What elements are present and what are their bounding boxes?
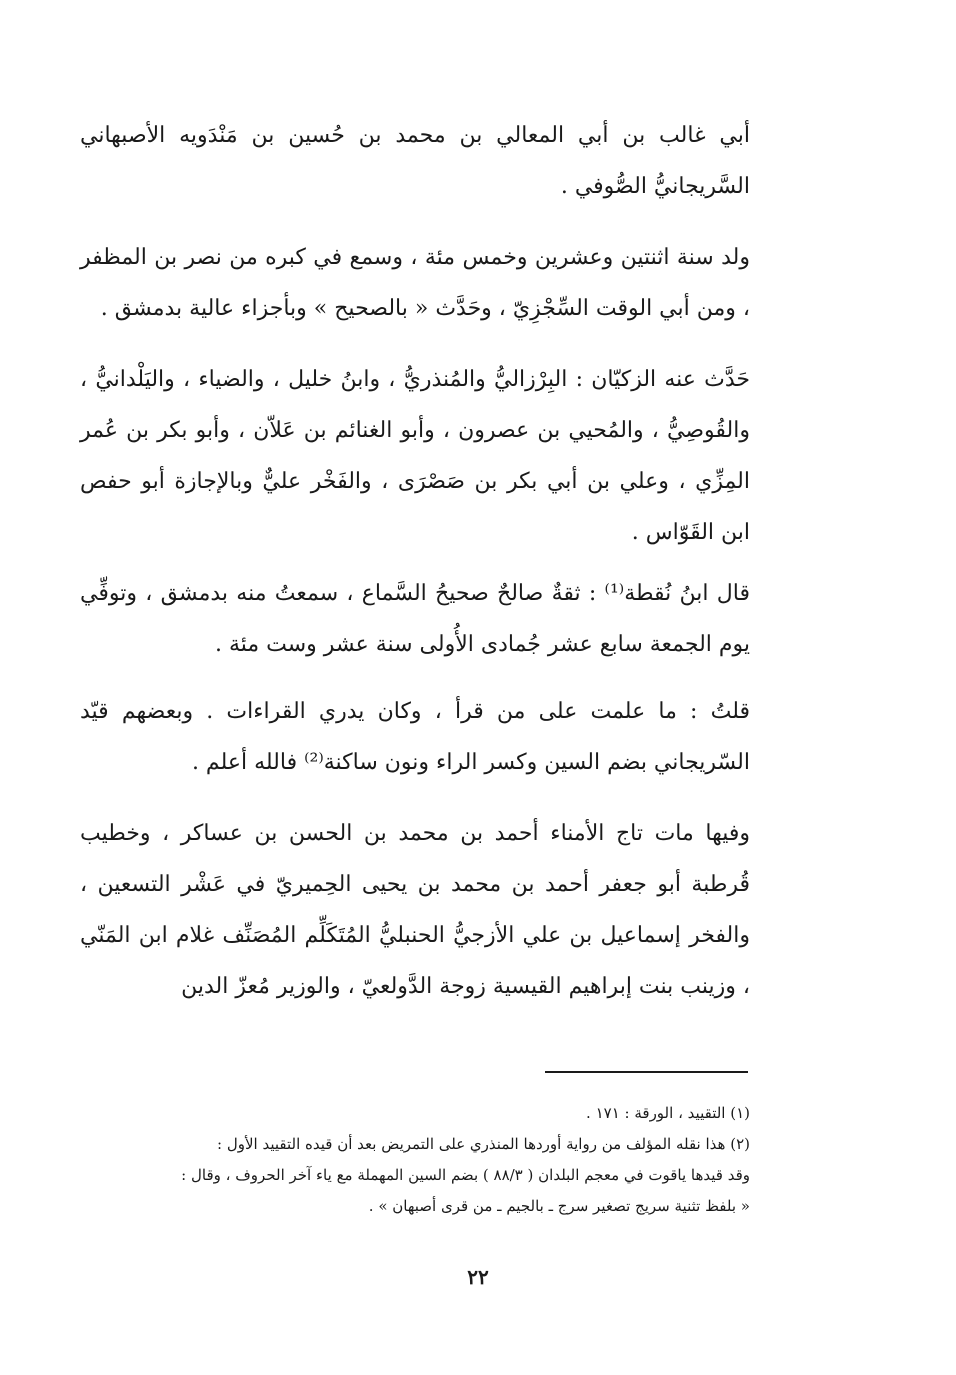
footnote-divider [545,1071,748,1073]
paragraph-6: وفيها مات تاج الأمناء أحمد بن محمد بن الحسن بن عساكر ، وخطيب قُرطبة أبو جعفر أحمد بن محمد بن يحيى الحِميريّ في عَشْر التسعين ، والفخر إسماعيل بن علي الأزجيُّ الحنبليُّ المُتَكَلِّم المُصَنِّف غلام ابن المَنّي ، وزينب بنت إبراهيم القيسية زوجة الدَّولعيّ ، والوزير مُعزّ الدين [80,821,750,999]
footnote-2-line-1: (٢) هذا نقله المؤلف من رواية أوردها المنذري على التمريض بعد أن قيده التقييد الأول : [217,1135,750,1153]
footnotes [80,1098,750,1222]
paragraph-4: قال ابنُ نُقطة⁽¹⁾ : ثقةٌ صالحٌ صحيحُ السَّماع ، سمعتُ منه بدمشق ، وتوفِّي يوم الجمعة سابع عشر جُمادى الأُولى سنة عشر وست مئة . [80,581,751,657]
main-text [80,110,750,1012]
footnote-2-line-2: وقد قيدها ياقوت في معجم البلدان ( ٨٨/٣ ) بضم السين المهملة مع ياء آخر الحروف ، وقال : [181,1166,750,1184]
footnote-2-line-3: « بلفظ تثنية سريج تصغير سرج ـ بالجيم ـ من قرى أصبهان » . [368,1197,750,1215]
page-number: ٢٢ [467,1265,489,1289]
paragraph-2: ولد سنة اثنتين وعشرين وخمس مئة ، وسمع في كبره من نصر بن المظفر ، ومن أبي الوقت السِّجْزِيّ ، وحَدَّث « بالصحيح » وبأجزاء عالية بدمشق . [80,245,750,321]
paragraph-1: أبي غالب بن أبي المعالي بن محمد بن حُسين بن مَنْدَويه الأصبهاني السَّريجانيُّ الصُّوفي . [80,123,750,199]
paragraph-5: قلتُ : ما علمت على من قرأ ، وكان يدري القراءات . وبعضهم قيّد السّريجاني بضم السين وكسر الراء ونون ساكنة⁽²⁾ فالله أعلم . [80,699,750,775]
footnote-1: (١) التقييد ، الورقة : ١٧١ . [586,1104,750,1122]
paragraph-3: حَدَّث عنه الزكيّان : البِرْزاليُّ والمُنذريُّ ، وابنُ خليل ، والضياء ، واليَلْدانيُّ ، والقُوصِيُّ ، والمُحيي بن عصرون ، وأبو الغنائم بن عَلاّن ، وأبو بكر بن عُمر المِزِّي ، وعلي بن أبي بكر بن صَصْرَى ، والفَخْر عليٌّ وبالإجازة أبو حفص ابن القَوّاس . [80,367,750,545]
